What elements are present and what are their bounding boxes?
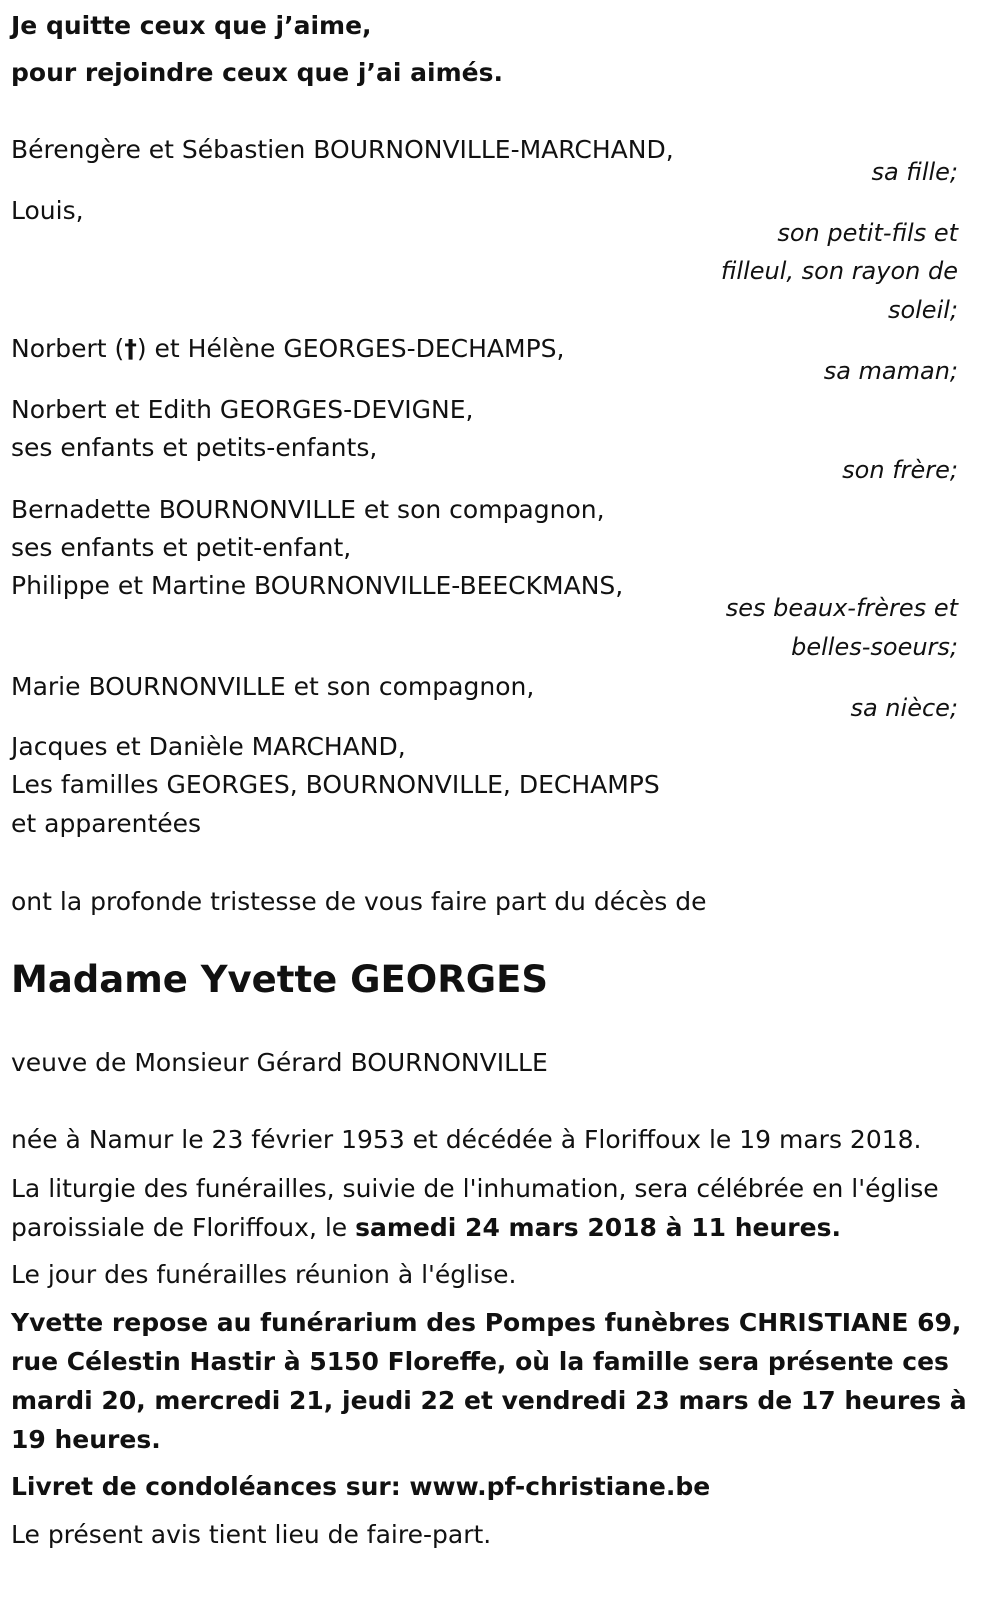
liturgy-date: samedi 24 mars 2018 à 11 heures.	[355, 1213, 841, 1242]
family-line: Jacques et Danièle MARCHAND,	[11, 732, 406, 761]
funeral-home-info: Yvette repose au funérarium des Pompes funèbres CHRISTIANE 69, rue Célestin Hastir à 5150 Floreffe, où la famille sera présente ces mardi 20, mercredi 21, jeudi 22 et vendredi 23 mars de 17 heures à 19 heures.	[11, 1308, 967, 1454]
deceased-name: Madame Yvette GEORGES	[11, 958, 549, 1001]
relation-label: sa nièce;	[850, 694, 958, 722]
family-line: Bernadette BOURNONVILLE et son compagnon,	[11, 495, 605, 524]
family-line: Philippe et Martine BOURNONVILLE-BEECKMANS,	[11, 571, 624, 600]
family-line-part: Norbert (	[11, 334, 125, 363]
family-line	[11, 329, 564, 368]
relation-label: filleul, son rayon de	[720, 257, 958, 285]
relation-label: soleil;	[887, 296, 958, 324]
relation-label: sa fille;	[871, 158, 958, 186]
notice-text: Le présent avis tient lieu de faire-part.	[11, 1520, 492, 1549]
family-line: Louis,	[11, 196, 84, 225]
family-line: Bérengère et Sébastien BOURNONVILLE-MARCHAND,	[11, 135, 674, 164]
relation-label: belles-soeurs;	[791, 633, 958, 661]
birth-death: née à Namur le 23 février 1953 et décédée à Floriffoux le 19 mars 2018.	[11, 1125, 922, 1154]
family-line-part: ) et Hélène GEORGES-DECHAMPS,	[136, 334, 565, 363]
condolences-link[interactable]: Livret de condoléances sur: www.pf-christiane.be	[11, 1472, 711, 1501]
liturgy-text: La liturgie des funérailles, suivie de l'inhumation, sera célébrée en l'église paroissiale de Floriffoux, le	[11, 1174, 939, 1242]
relation-label: ses beaux-frères et	[725, 594, 958, 622]
epigraph-line-1: Je quitte ceux que j’aime,	[11, 11, 372, 40]
relation-label: sa maman;	[823, 357, 958, 385]
family-line: Les familles GEORGES, BOURNONVILLE, DECHAMPS	[11, 770, 660, 799]
epigraph-line-2: pour rejoindre ceux que j’ai aimés.	[11, 58, 503, 87]
liturgy-paragraph	[11, 1169, 971, 1247]
family-line: Norbert et Edith GEORGES-DEVIGNE,	[11, 395, 474, 424]
announcement: ont la profonde tristesse de vous faire part du décès de	[11, 887, 707, 916]
widow-of: veuve de Monsieur Gérard BOURNONVILLE	[11, 1048, 548, 1077]
meeting-info: Le jour des funérailles réunion à l'église.	[11, 1260, 517, 1289]
relation-label: son petit-fils et	[777, 219, 958, 247]
family-line: et apparentées	[11, 809, 202, 838]
relation-label: son frère;	[842, 456, 958, 484]
cross-icon: †	[124, 334, 137, 363]
family-line: ses enfants et petits-enfants,	[11, 433, 378, 462]
family-line: ses enfants et petit-enfant,	[11, 533, 352, 562]
family-line: Marie BOURNONVILLE et son compagnon,	[11, 672, 535, 701]
